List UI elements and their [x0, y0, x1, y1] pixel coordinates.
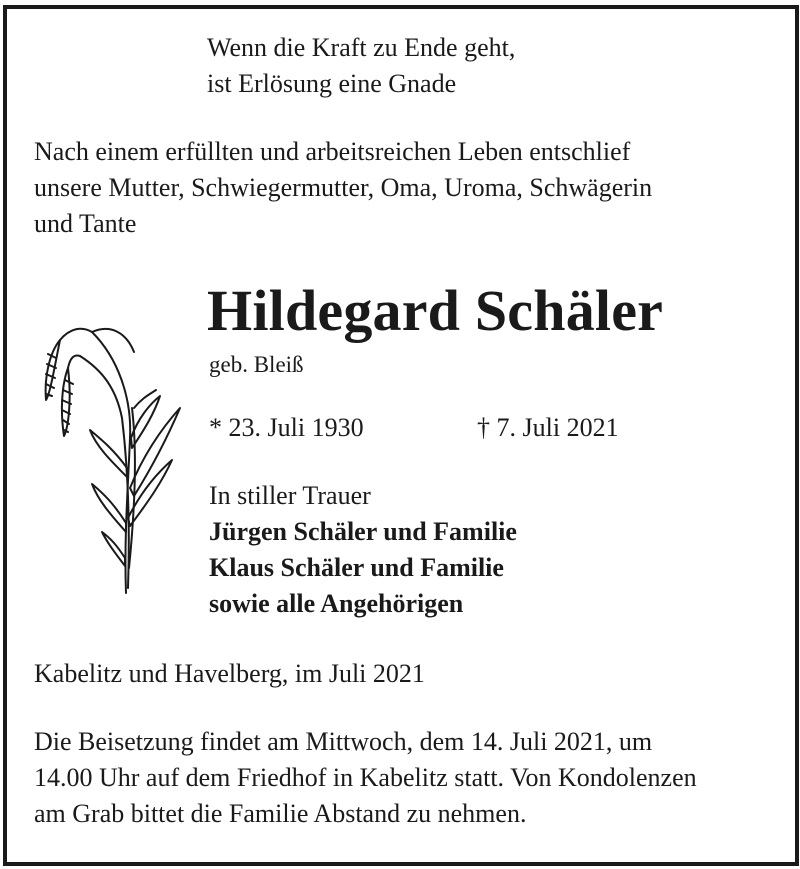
funeral-notice-line-2: 14.00 Uhr auf dem Friedhof in Kabelitz statt. Von Kondolenzen — [34, 763, 697, 792]
birth-date: * 23. Juli 1930 — [209, 413, 364, 442]
intro-line-2: unsere Mutter, Schwiegermutter, Oma, Uroma, Schwägerin — [34, 173, 653, 202]
birth-name: geb. Bleiß — [209, 352, 304, 377]
intro-line-1: Nach einem erfüllten und arbeitsreichen Leben entschlief — [34, 137, 631, 166]
mourner-others: sowie alle Angehörigen — [209, 589, 464, 618]
deceased-name: Hildegard Schäler — [207, 278, 664, 343]
funeral-notice-line-1: Die Beisetzung findet am Mittwoch, dem 14. Juli 2021, um — [34, 727, 653, 756]
death-date: † 7. Juli 2021 — [477, 413, 619, 442]
opening-verse — [207, 30, 515, 102]
mourner-family-2: Klaus Schäler und Familie — [209, 553, 504, 582]
intro-line-3: und Tante — [34, 209, 137, 238]
funeral-notice-line-3: am Grab bittet die Familie Abstand zu nehmen. — [34, 799, 527, 828]
place-and-date: Kabelitz und Havelberg, im Juli 2021 — [34, 659, 425, 688]
mourning-heading: In stiller Trauer — [209, 481, 371, 510]
mourner-family-1: Jürgen Schäler und Familie — [209, 517, 517, 546]
verse-line-1: Wenn die Kraft zu Ende geht, — [207, 33, 516, 62]
wheat-ears-icon — [30, 318, 190, 598]
verse-line-2: ist Erlösung eine Gnade — [207, 69, 457, 98]
